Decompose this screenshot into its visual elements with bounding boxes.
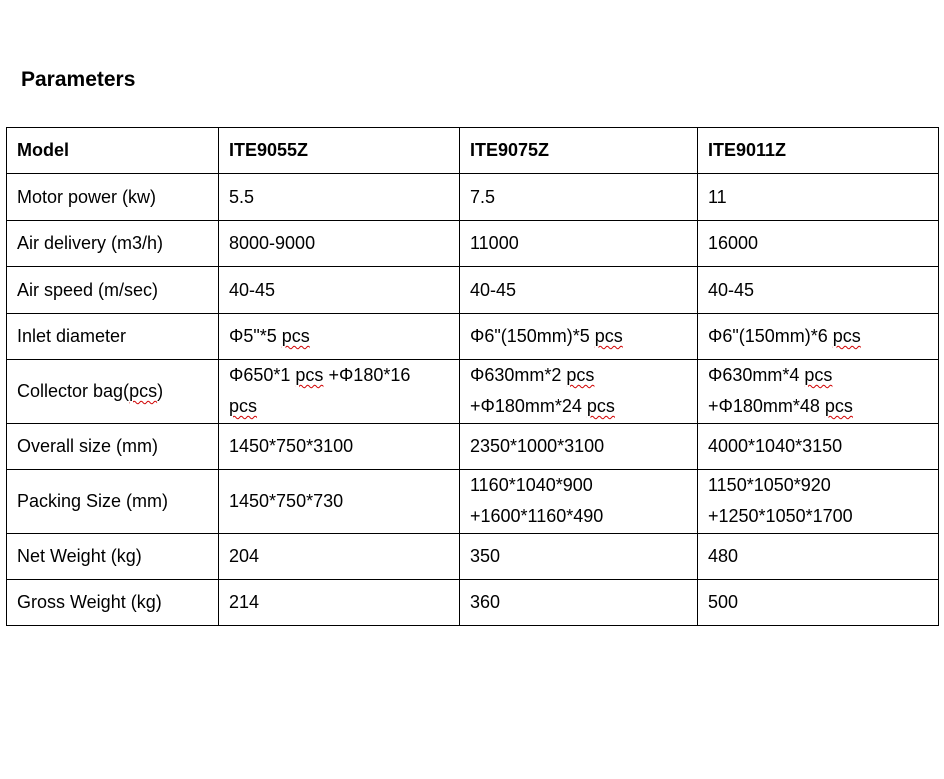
table-cell xyxy=(698,580,939,626)
row-label: Collector bag(pcs) xyxy=(7,360,219,424)
header-cell-model-1: ITE9055Z xyxy=(219,128,460,174)
cell-line: +Φ180mm*48 pcs xyxy=(708,396,853,416)
spellcheck-mark: pcs xyxy=(295,365,324,385)
cell-line: 500 xyxy=(708,592,739,612)
cell-line: 1450*750*730 xyxy=(229,491,344,511)
table-cell xyxy=(219,580,460,626)
row-label: Air speed (m/sec) xyxy=(7,267,219,314)
table-cell xyxy=(460,580,698,626)
table-cell xyxy=(460,221,698,267)
cell-line: 214 xyxy=(229,592,260,612)
table-row xyxy=(7,534,939,580)
cell-line: 7.5 xyxy=(470,186,496,207)
cell-line: Φ6"(150mm)*6 pcs xyxy=(708,326,861,346)
cell-line: +1250*1050*1700 xyxy=(708,506,853,526)
cell-line: Φ6"(150mm)*5 pcs xyxy=(470,326,623,346)
spellcheck-mark: pcs xyxy=(594,326,623,346)
header-row xyxy=(7,128,939,174)
cell-line: 350 xyxy=(470,546,501,566)
table-row xyxy=(7,360,939,424)
cell-line: 4000*1040*3150 xyxy=(708,436,843,456)
spellcheck-mark: pcs xyxy=(229,396,258,416)
cell-line: 40-45 xyxy=(708,279,755,300)
table-row xyxy=(7,580,939,626)
cell-line: +Φ180mm*24 pcs xyxy=(470,396,615,416)
table-cell xyxy=(698,267,939,314)
row-label: Inlet diameter xyxy=(7,314,219,360)
cell-line: 204 xyxy=(229,546,260,566)
row-label: Air delivery (m3/h) xyxy=(7,221,219,267)
cell-line: Φ630mm*2 pcs xyxy=(470,365,595,385)
cell-line: Φ630mm*4 pcs xyxy=(708,365,833,385)
spellcheck-mark: pcs xyxy=(281,326,310,346)
table-row xyxy=(7,174,939,221)
spellcheck-mark: pcs xyxy=(832,326,861,346)
table-cell xyxy=(698,221,939,267)
table-cell xyxy=(219,534,460,580)
cell-line: 480 xyxy=(708,546,739,566)
table-row xyxy=(7,314,939,360)
row-label: Packing Size (mm) xyxy=(7,470,219,534)
table-cell xyxy=(219,174,460,221)
header-cell-model: Model xyxy=(7,128,219,174)
cell-line: Φ5"*5 pcs xyxy=(229,326,310,346)
row-label: Gross Weight (kg) xyxy=(7,580,219,626)
cell-line: 1450*750*3100 xyxy=(229,436,354,456)
table-cell xyxy=(219,424,460,470)
table-cell xyxy=(460,174,698,221)
table-cell xyxy=(219,221,460,267)
table-cell xyxy=(460,314,698,360)
table-cell xyxy=(460,424,698,470)
cell-line: 40-45 xyxy=(229,279,276,300)
table-cell xyxy=(219,314,460,360)
cell-line: 1160*1040*900 xyxy=(470,475,593,495)
table-cell xyxy=(698,174,939,221)
spellcheck-mark: pcs xyxy=(586,396,615,416)
table-cell xyxy=(460,267,698,314)
row-label: Net Weight (kg) xyxy=(7,534,219,580)
page-title: Parameters xyxy=(21,68,136,91)
cell-line: 5.5 xyxy=(229,186,255,207)
cell-line: 16000 xyxy=(708,233,759,253)
header-cell-model-3: ITE9011Z xyxy=(698,128,939,174)
table-row xyxy=(7,267,939,314)
row-label: Motor power (kw) xyxy=(7,174,219,221)
cell-line: Φ650*1 pcs +Φ180*16 xyxy=(229,365,411,385)
table-cell xyxy=(219,470,460,534)
header-cell-model-2: ITE9075Z xyxy=(460,128,698,174)
table-cell xyxy=(460,360,698,424)
cell-line: 40-45 xyxy=(470,279,517,300)
table-cell xyxy=(460,470,698,534)
table-cell xyxy=(219,267,460,314)
cell-line xyxy=(229,391,449,422)
spellcheck-mark: pcs xyxy=(804,365,833,385)
table-cell xyxy=(698,424,939,470)
table-cell xyxy=(219,360,460,424)
table-row xyxy=(7,221,939,267)
cell-line: 8000-9000 xyxy=(229,233,316,253)
table-cell xyxy=(698,360,939,424)
parameters-table xyxy=(6,127,939,626)
table-row xyxy=(7,424,939,470)
table-cell xyxy=(460,534,698,580)
spellcheck-mark: pcs xyxy=(129,381,158,401)
table-cell xyxy=(698,534,939,580)
table-row xyxy=(7,470,939,534)
cell-line: 2350*1000*3100 xyxy=(470,436,605,456)
cell-line: 360 xyxy=(470,592,501,612)
spellcheck-mark: pcs xyxy=(566,365,595,385)
table-cell xyxy=(698,314,939,360)
table-cell xyxy=(698,470,939,534)
row-label: Overall size (mm) xyxy=(7,424,219,470)
cell-line: 11 xyxy=(708,186,727,207)
spellcheck-mark: pcs xyxy=(824,396,853,416)
cell-line: 1150*1050*920 xyxy=(708,475,831,495)
cell-line: +1600*1160*490 xyxy=(470,506,604,526)
cell-line: 11000 xyxy=(470,233,519,253)
